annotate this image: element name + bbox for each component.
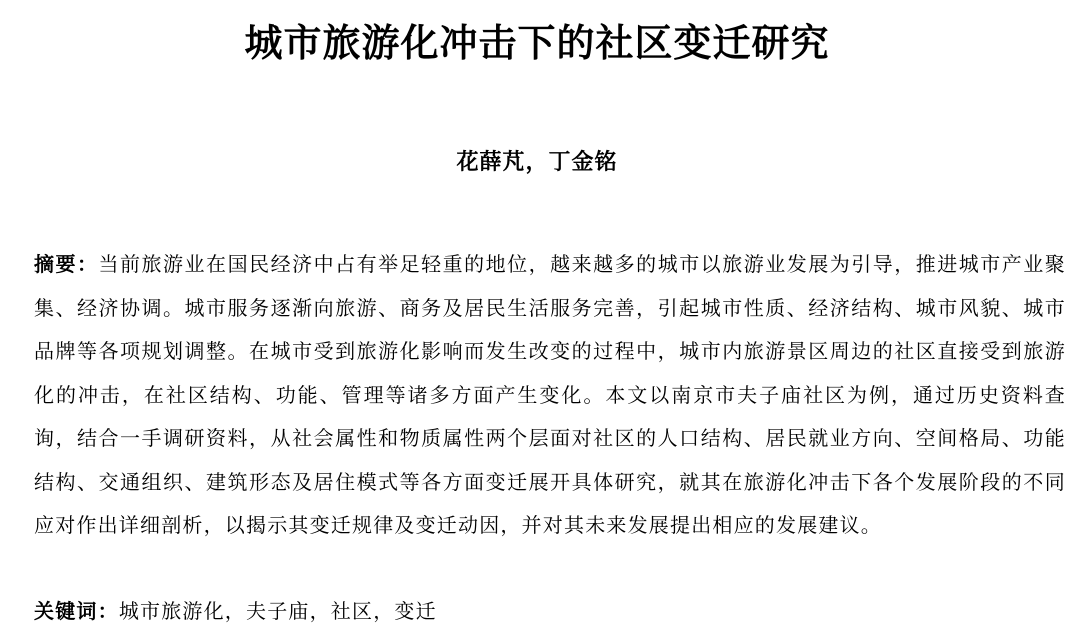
- abstract-text: 当前旅游业在国民经济中占有举足轻重的地位，越来越多的城市以旅游业发展为引导，推进城市产业聚集、经济协调。城市服务逐渐向旅游、商务及居民生活服务完善，引起城市性质、经济结构、城市风貌、城市品牌等各项规划调整。在城市受到旅游化影响而发生改变的过程中，城市内旅游景区周边的社区直接受到旅游化的冲击，在社区结构、功能、管理等诸多方面产生变化。本文以南京市夫子庙社区为例，通过历史资料查询，结合一手调研资料，从社会属性和物质属性两个层面对社区的人口结构、居民就业方向、空间格局、功能结构、交通组织、建筑形态及居住模式等各方面变迁展开具体研究，就其在旅游化冲击下各个发展阶段的不同应对作出详细剖析，以揭示其变迁规律及变迁动因，并对其未来发展提出相应的发展建议。: [34, 252, 1067, 537]
- author-list: 花薛芃，丁金铭: [456, 149, 618, 175]
- keywords-label: 关键词：: [34, 599, 119, 623]
- abstract-paragraph: [34, 243, 1066, 548]
- keywords-line: [34, 595, 1066, 627]
- paper-title: 城市旅游化冲击下的社区变迁研究: [244, 20, 830, 65]
- abstract-label: 摘要：: [34, 252, 99, 276]
- keywords-text: 城市旅游化，夫子庙，社区，变迁: [118, 599, 437, 623]
